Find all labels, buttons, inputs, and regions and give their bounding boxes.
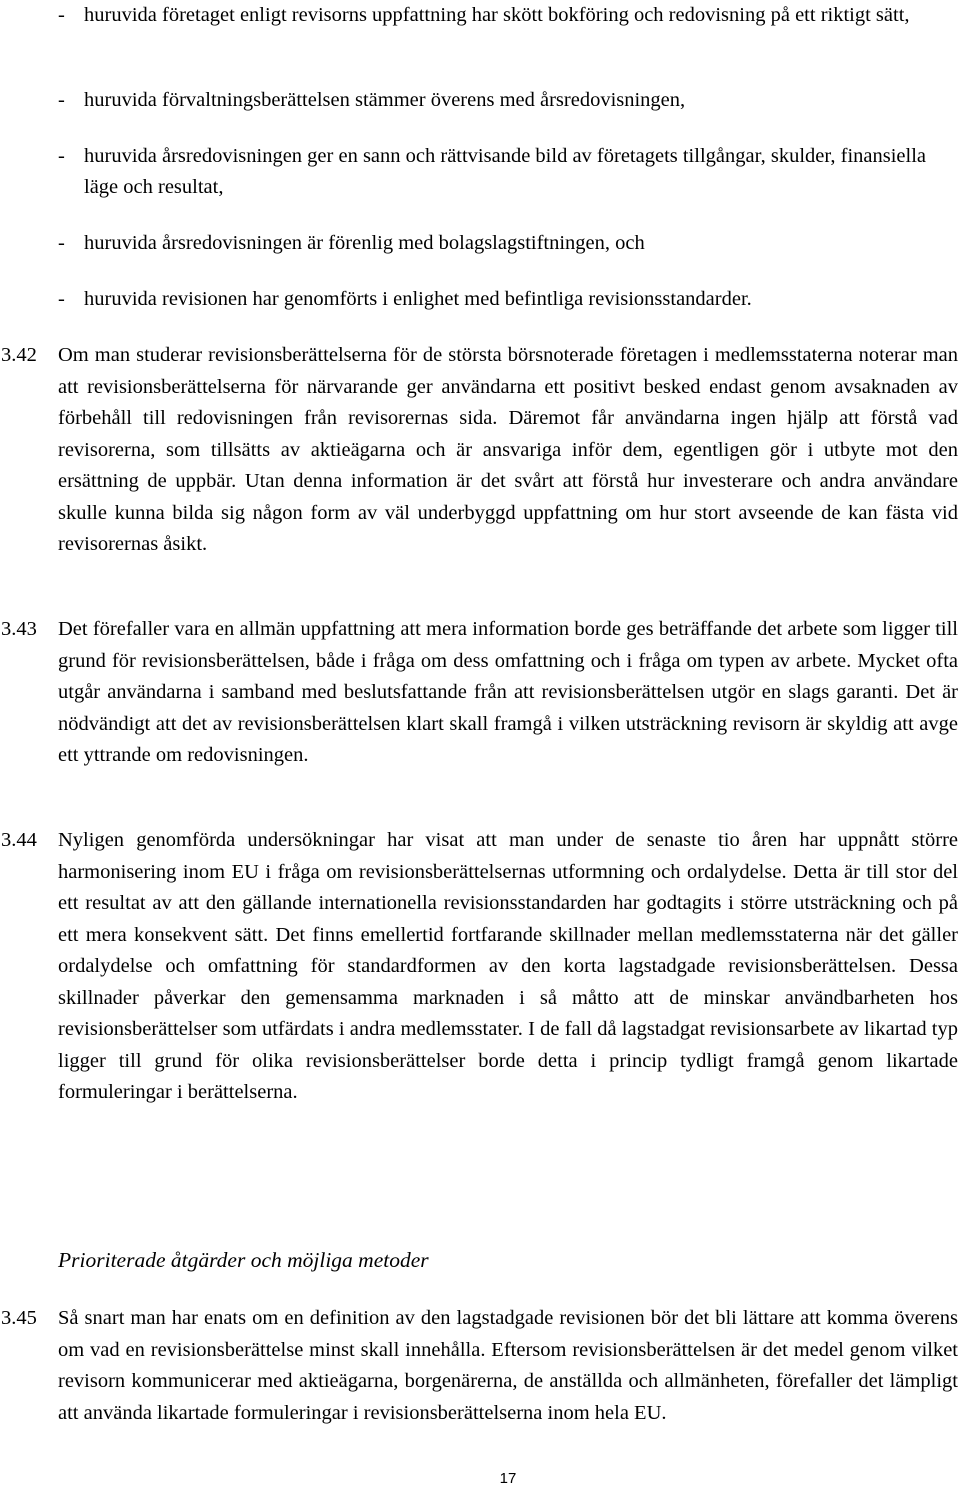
list-item xyxy=(58,0,958,31)
bullet-dash: - xyxy=(58,89,65,111)
paragraph-text: Så snart man har enats om en definition av den lagstadgade revisionen bör det bli lättare att komma överens om vad en revisionsberättelse minst skall innehålla. Eftersom revisionsberättelsen är det medel genom vilket revisorn kommunicerar med aktieägarna, borgenärerna, de anställda och allmänheten, förefaller det lämpligt att använda likartade formuleringar i revisionsberättelserna inom hela EU. xyxy=(58,1307,958,1424)
paragraph-number: 3.44 xyxy=(1,829,37,851)
paragraph-number: 3.43 xyxy=(1,618,37,640)
bullet-text: huruvida revisionen har genomförts i enlighet med befintliga revisionsstandarder. xyxy=(84,288,752,310)
bullet-text: huruvida företaget enligt revisorns uppfattning har skött bokföring och redovisning på ett riktigt sätt, xyxy=(84,4,910,26)
bullet-text: huruvida förvaltningsberättelsen stämmer överens med årsredovisningen, xyxy=(84,89,686,111)
list-item xyxy=(58,228,958,259)
bullet-dash: - xyxy=(58,145,65,167)
list-item xyxy=(58,85,958,116)
paragraph-3-45 xyxy=(0,1303,958,1429)
paragraph-text: Nyligen genomförda undersökningar har visat att man under de senaste tio åren har uppnått större harmonisering inom EU i fråga om revisionsberättelsernas utformning och ordalydelse. Detta är till stor del ett resultat av att den gällande internationella revisionsstandarden har godtagits i större utsträckning och på ett mera konsekvent sätt. Det finns emellertid fortfarande skillnader mellan medlemsstaterna när det gäller ordalydelse och omfattning för standardformen av den korta lagstadgade revisionsberättelsen. Dessa skillnader påverkar den gemensamma marknaden i så måtto att de minskar användbarheten hos revisionsberättelser som utfärdats i andra medlemsstater. I de fall då lagstadgat revisionsarbete av likartad typ ligger till grund för olika revisionsberättelser borde detta i princip tydligt framgå genom likartade formuleringar i berättelserna. xyxy=(58,829,958,1103)
paragraph-text: Det förefaller vara en allmän uppfattning att mera information borde ges beträffande det arbete som ligger till grund för revisionsberättelsen, både i fråga om dess omfattning och i fråga om typen av arbete. Mycket ofta utgår användarna i samband med beslutsfattande från att revisionsberättelsen utgör en slags garanti. Det är nödvändigt att det av revisionsberättelsen klart skall framgå i vilken utsträckning revisorn är skyldig att avge ett yttrande om redovisningen. xyxy=(58,618,958,766)
bullet-dash: - xyxy=(58,4,65,26)
bullet-text: huruvida årsredovisningen är förenlig med bolagslagstiftningen, och xyxy=(84,232,645,254)
bullet-dash: - xyxy=(58,232,65,254)
list-item xyxy=(58,141,958,203)
paragraph-3-42 xyxy=(0,340,958,561)
list-item xyxy=(58,284,958,315)
bullet-dash: - xyxy=(58,288,65,310)
page-number: 17 xyxy=(499,1470,517,1487)
paragraph-text: Om man studerar revisionsberättelserna för de största börsnoterade företagen i medlemsstaterna noterar man att revisionsberättelserna för närvarande ger användarna ett positivt besked endast genom avsaknaden av förbehåll till redovisningen från revisorernas sida. Däremot får användarna ingen hjälp att förstå vad revisorerna, som tillsätts av aktieägarna och är ansvariga inför dem, egentligen gör i utbyte mot den ersättning de uppbär. Utan denna information är det svårt att förstå hur investerare och andra användare skulle kunna bilda sig någon form av väl underbyggd uppfattning om hur stort avseende de kan fästa vid revisorernas åsikt. xyxy=(58,344,958,555)
section-heading: Prioriterade åtgärder och möjliga metoder xyxy=(58,1248,429,1272)
bullet-text: huruvida årsredovisningen ger en sann och rättvisande bild av företagets tillgångar, skulder, finansiella läge och resultat, xyxy=(84,145,927,198)
paragraph-number: 3.42 xyxy=(1,344,37,366)
paragraph-3-44 xyxy=(0,825,958,1109)
paragraph-3-43 xyxy=(0,614,958,772)
paragraph-number: 3.45 xyxy=(1,1307,37,1329)
